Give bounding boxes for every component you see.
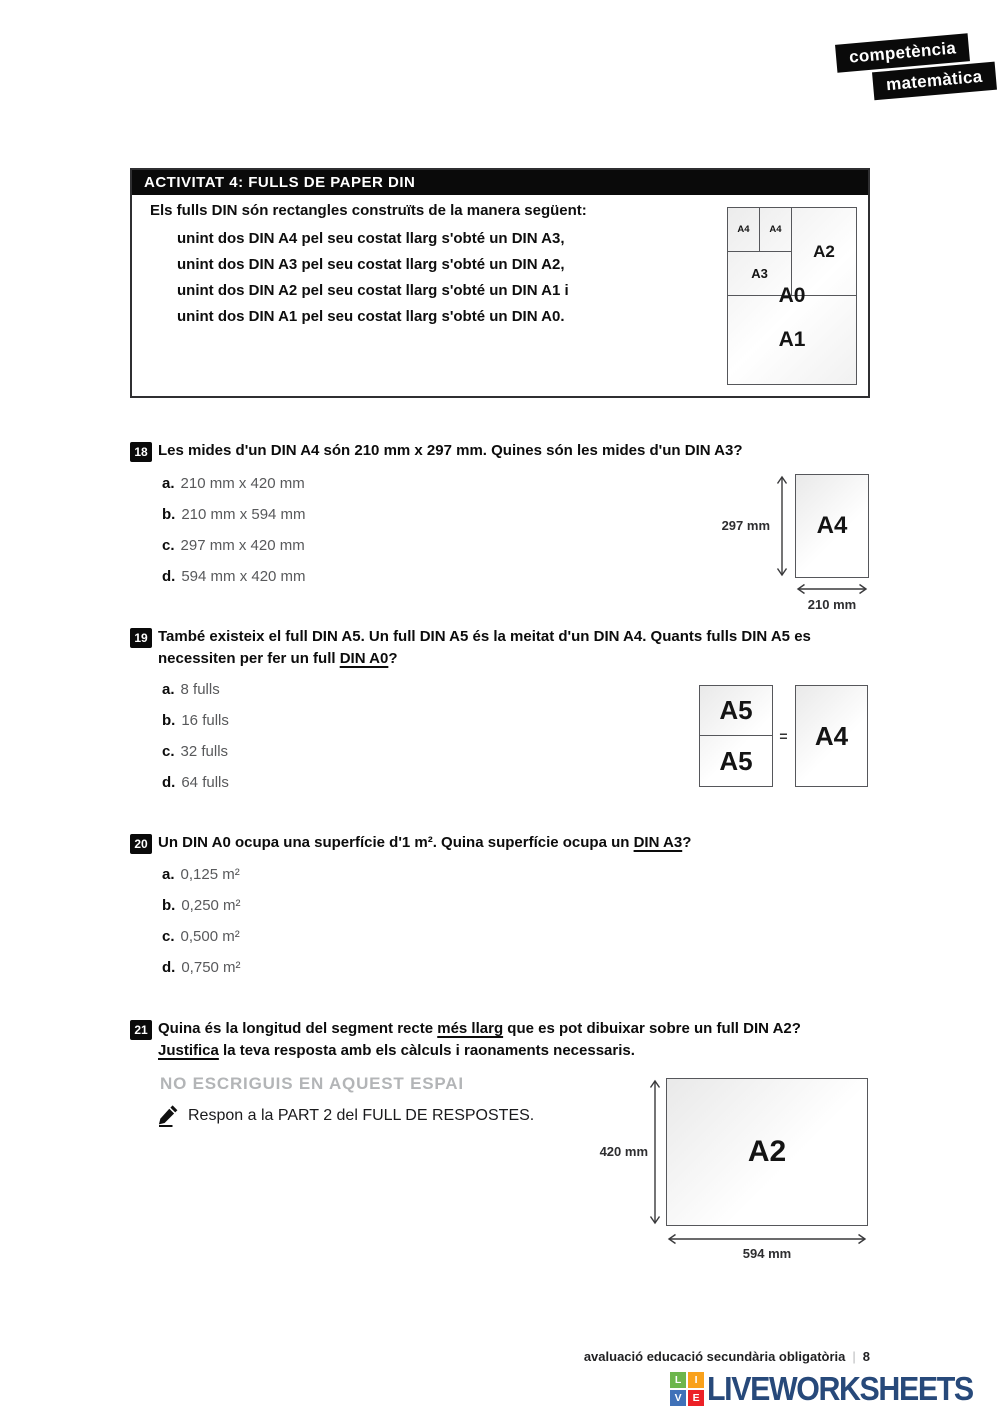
din-cell-a4-left: A4 <box>728 208 760 252</box>
logo-square-i: I <box>688 1372 704 1388</box>
a2-dimensions-diagram <box>560 1072 880 1267</box>
option-c[interactable]: c. 32 fulls <box>162 743 229 760</box>
logo-wordmark: LIVEWORKSHEETS <box>707 1370 973 1407</box>
a4-width-label: 210 mm <box>807 597 857 612</box>
width-arrow-icon <box>666 1232 868 1246</box>
din-sizes-diagram <box>727 207 857 385</box>
a5-stack-rect <box>699 685 773 787</box>
logo-square-e: E <box>688 1390 704 1406</box>
option-c[interactable]: c. 297 mm x 420 mm <box>162 537 305 554</box>
height-arrow-icon <box>775 474 789 578</box>
option-d[interactable]: d. 64 fulls <box>162 774 229 791</box>
activity-intro: Els fulls DIN són rectangles construïts de la manera següent: <box>150 202 587 219</box>
competence-badge-line2: matemàtica <box>872 62 997 101</box>
competence-badge-line1: competència <box>835 33 970 73</box>
question-21-number: 21 <box>130 1020 152 1040</box>
a5-equals-a4-diagram <box>699 685 869 787</box>
question-18-text-body: Les mides d'un DIN A4 són 210 mm x 297 mm. Quines són les mides d'un DIN A3? <box>158 442 743 459</box>
din-cell-a3: A3 <box>728 252 792 296</box>
underlined-text: DIN A3 <box>633 834 683 851</box>
a4-paper-rect: A4 <box>795 685 868 787</box>
logo-square-v: V <box>670 1390 686 1406</box>
option-b[interactable]: b. 210 mm x 594 mm <box>162 506 306 523</box>
height-arrow-icon <box>648 1078 662 1226</box>
no-write-notice: NO ESCRIGUIS EN AQUEST ESPAI <box>160 1074 464 1093</box>
underlined-text: més llarg <box>437 1020 504 1037</box>
page-number: 8 <box>862 1349 870 1364</box>
option-b[interactable]: b. 0,250 m² <box>162 897 241 914</box>
width-arrow-icon <box>795 582 869 596</box>
footer-caption <box>584 1349 870 1364</box>
question-18-options <box>162 475 306 599</box>
a2-height-label: 420 mm <box>599 1144 648 1159</box>
option-b[interactable]: b. 16 fulls <box>162 712 229 729</box>
question-20-text: Un DIN A0 ocupa una superfície d'1 m². Quina superfície ocupa un DIN A3? <box>158 834 692 851</box>
a2-width-label: 594 mm <box>742 1246 792 1261</box>
option-c[interactable]: c. 0,500 m² <box>162 928 240 945</box>
underlined-text: Justifica <box>158 1042 219 1059</box>
question-18-text <box>158 440 882 462</box>
option-d[interactable]: d. 594 mm x 420 mm <box>162 568 306 585</box>
footer-text: avaluació educació secundària obligatòria <box>583 1349 846 1364</box>
liveworksheets-logo[interactable] <box>670 1371 996 1407</box>
activity-title: ACTIVITAT 4: FULLS DE PAPER DIN <box>132 170 868 195</box>
a5-bottom-cell: A5 <box>719 745 753 776</box>
pencil-icon <box>158 1104 179 1127</box>
footer-separator: | <box>852 1349 856 1364</box>
question-21-line2: Justifica la teva resposta amb els càlculs i raonaments necessaris. <box>158 1042 635 1059</box>
activity-box <box>130 168 870 398</box>
question-19-number: 19 <box>130 628 152 648</box>
a2-paper-rect: A2 <box>666 1078 868 1226</box>
question-21-line1: Quina és la longitud del segment recte més llarg que es pot dibuixar sobre un full DIN A2? <box>158 1020 801 1037</box>
underlined-text: DIN A0 <box>339 650 389 667</box>
a4-dimensions-diagram <box>690 470 880 620</box>
construction-rules <box>177 226 569 330</box>
question-19-line1: També existeix el full DIN A5. Un full DIN A5 és la meitat d'un DIN A4. Quants fulls DIN A5 es <box>158 628 811 645</box>
a4-height-label: 297 mm <box>721 518 770 533</box>
respond-note: Respon a la PART 2 del FULL DE RESPOSTES. <box>188 1106 535 1124</box>
equals-sign: = <box>779 728 788 744</box>
question-18-number: 18 <box>130 442 152 462</box>
option-a[interactable]: a. 8 fulls <box>162 681 220 698</box>
respond-note-row <box>158 1104 534 1127</box>
question-20-number: 20 <box>130 834 152 854</box>
option-a[interactable]: a. 210 mm x 420 mm <box>162 475 305 492</box>
construction-rule: unint dos DIN A2 pel seu costat llarg s'obté un DIN A1 i <box>177 282 569 299</box>
question-19-text <box>158 626 882 670</box>
din-cell-a1: A1 <box>778 328 806 351</box>
question-20-options <box>162 866 241 990</box>
a4-paper-rect: A4 <box>795 474 869 578</box>
logo-squares <box>670 1372 704 1406</box>
construction-rule: unint dos DIN A1 pel seu costat llarg s'obté un DIN A0. <box>177 308 565 325</box>
din-label-a0: A0 <box>778 284 806 307</box>
question-19-line2: necessiten per fer un full DIN A0? <box>158 650 398 667</box>
question-19-options <box>162 681 229 805</box>
din-cell-a2: A2 <box>792 208 856 296</box>
option-a[interactable]: a. 0,125 m² <box>162 866 240 883</box>
logo-square-l: L <box>670 1372 686 1388</box>
construction-rule: unint dos DIN A3 pel seu costat llarg s'obté un DIN A2, <box>177 256 565 273</box>
option-d[interactable]: d. 0,750 m² <box>162 959 241 976</box>
construction-rule: unint dos DIN A4 pel seu costat llarg s'obté un DIN A3, <box>177 230 565 247</box>
din-cell-a4-right: A4 <box>760 208 792 252</box>
question-21-text <box>158 1018 882 1062</box>
a5-top-cell: A5 <box>700 686 772 736</box>
